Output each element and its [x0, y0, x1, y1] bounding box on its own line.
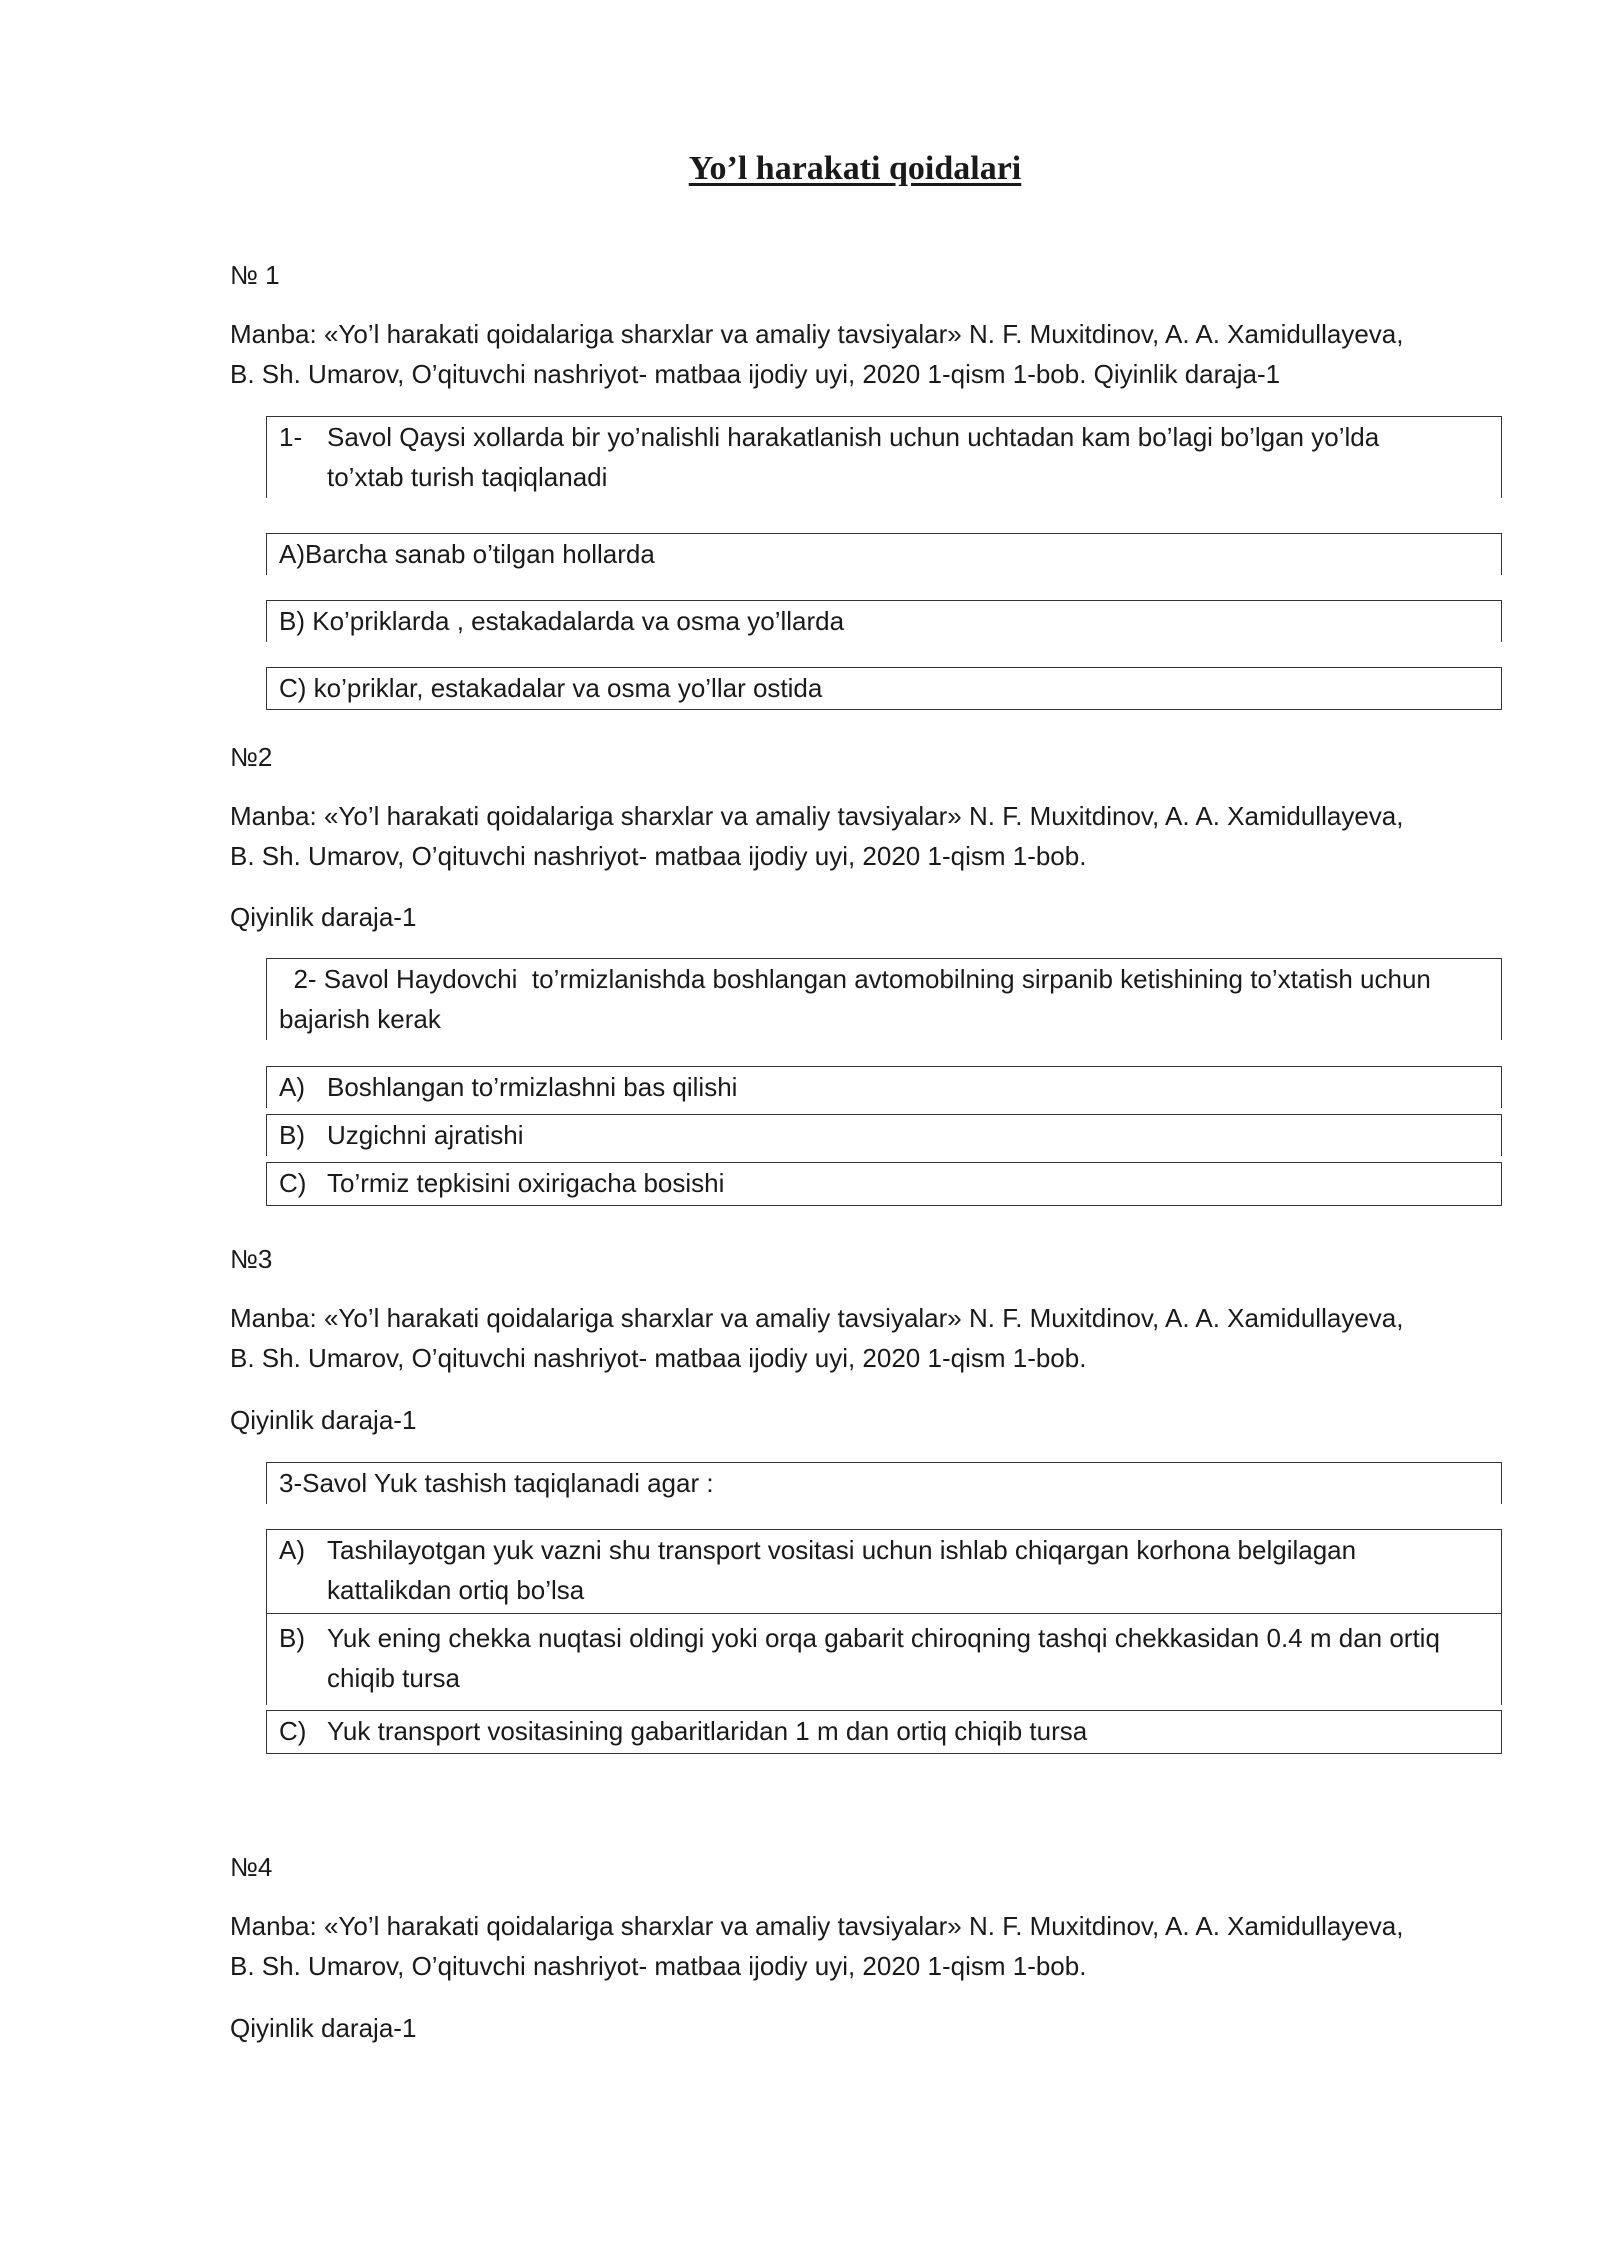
answer-option[interactable]	[266, 600, 1502, 642]
source-line: B. Sh. Umarov, O’qituvchi nashriyot- matbaa ijodiy uyi, 2020 1-qism 1-bob.	[230, 1343, 1087, 1373]
answer-text: Yuk transport vositasining gabaritlaridan 1 m dan ortiq chiqib tursa	[327, 1716, 1088, 1746]
answer-letter: A)	[279, 1072, 305, 1102]
question-number-label: 1-	[279, 422, 303, 452]
answer-letter: C)	[279, 1168, 307, 1198]
difficulty-label: Qiyinlik daraja-1	[230, 902, 417, 932]
question-number: №4	[230, 1852, 273, 1882]
answer-text: A)Barcha sanab o’tilgan hollarda	[279, 539, 655, 569]
answer-letter: A)	[279, 1535, 305, 1565]
question-number: № 1	[230, 260, 280, 290]
question-text-line: bajarish kerak	[279, 1004, 441, 1034]
answer-text: C) ko’priklar, estakadalar va osma yo’llar ostida	[279, 673, 823, 703]
answer-text: Uzgichni ajratishi	[327, 1120, 524, 1150]
difficulty-label: Qiyinlik daraja-1	[230, 1405, 417, 1435]
question-text-line: 2- Savol Haydovchi to’rmizlanishda boshlangan avtomobilning sirpanib ketishining to’xtatish uchun	[279, 964, 1431, 994]
answer-option[interactable]	[266, 1529, 1502, 1613]
difficulty-label: Qiyinlik daraja-1	[230, 2013, 417, 2043]
answer-option[interactable]	[266, 1710, 1502, 1754]
answer-option[interactable]	[266, 667, 1502, 710]
answer-letter: B)	[279, 1120, 305, 1150]
answer-text: chiqib tursa	[327, 1663, 460, 1693]
answer-option[interactable]	[266, 1613, 1502, 1705]
answer-text: kattalikdan ortiq bo’lsa	[327, 1575, 585, 1605]
question-text-line: 3-Savol Yuk tashish taqiqlanadi agar :	[279, 1468, 714, 1498]
question-box	[266, 1462, 1502, 1504]
answer-option[interactable]	[266, 1114, 1502, 1156]
question-number: №3	[230, 1244, 273, 1274]
question-text-line: Savol Qaysi xollarda bir yo’nalishli harakatlanish uchun uchtadan kam bo’lagi bo’lgan yo’lda	[327, 422, 1380, 452]
answer-letter: B)	[279, 1623, 305, 1653]
answer-text: To’rmiz tepkisini oxirigacha bosishi	[327, 1168, 725, 1198]
answer-text: Boshlangan to’rmizlashni bas qilishi	[327, 1072, 738, 1102]
answer-option[interactable]	[266, 533, 1502, 575]
question-number: №2	[230, 742, 273, 772]
source-line: B. Sh. Umarov, O’qituvchi nashriyot- matbaa ijodiy uyi, 2020 1-qism 1-bob.	[230, 1951, 1087, 1981]
answer-letter: C)	[279, 1716, 307, 1746]
answer-text: Yuk ening chekka nuqtasi oldingi yoki orqa gabarit chiroqning tashqi chekkasidan 0.4 m dan ortiq	[327, 1623, 1440, 1653]
source-line: B. Sh. Umarov, O’qituvchi nashriyot- matbaa ijodiy uyi, 2020 1-qism 1-bob. Qiyinlik daraja-1	[230, 359, 1281, 389]
document-title: Yo’l harakati qoidalari	[688, 150, 1022, 187]
source-line: Manba: «Yo’l harakati qoidalariga sharxlar va amaliy tavsiyalar» N. F. Muxitdinov, A. A. Xamidullayeva,	[230, 801, 1404, 831]
question-text-line: to’xtab turish taqiqlanadi	[327, 462, 608, 492]
answer-text: B) Ko’priklarda , estakadalarda va osma yo’llarda	[279, 606, 845, 636]
source-line: Manba: «Yo’l harakati qoidalariga sharxlar va amaliy tavsiyalar» N. F. Muxitdinov, A. A. Xamidullayeva,	[230, 319, 1404, 349]
source-line: Manba: «Yo’l harakati qoidalariga sharxlar va amaliy tavsiyalar» N. F. Muxitdinov, A. A. Xamidullayeva,	[230, 1303, 1404, 1333]
source-line: Manba: «Yo’l harakati qoidalariga sharxlar va amaliy tavsiyalar» N. F. Muxitdinov, A. A. Xamidullayeva,	[230, 1911, 1404, 1941]
answer-option[interactable]	[266, 1162, 1502, 1206]
question-box	[266, 416, 1502, 498]
answer-option[interactable]	[266, 1066, 1502, 1108]
answer-text: Tashilayotgan yuk vazni shu transport vositasi uchun ishlab chiqargan korhona belgilagan	[327, 1535, 1357, 1565]
question-box	[266, 958, 1502, 1040]
source-line: B. Sh. Umarov, O’qituvchi nashriyot- matbaa ijodiy uyi, 2020 1-qism 1-bob.	[230, 841, 1087, 871]
